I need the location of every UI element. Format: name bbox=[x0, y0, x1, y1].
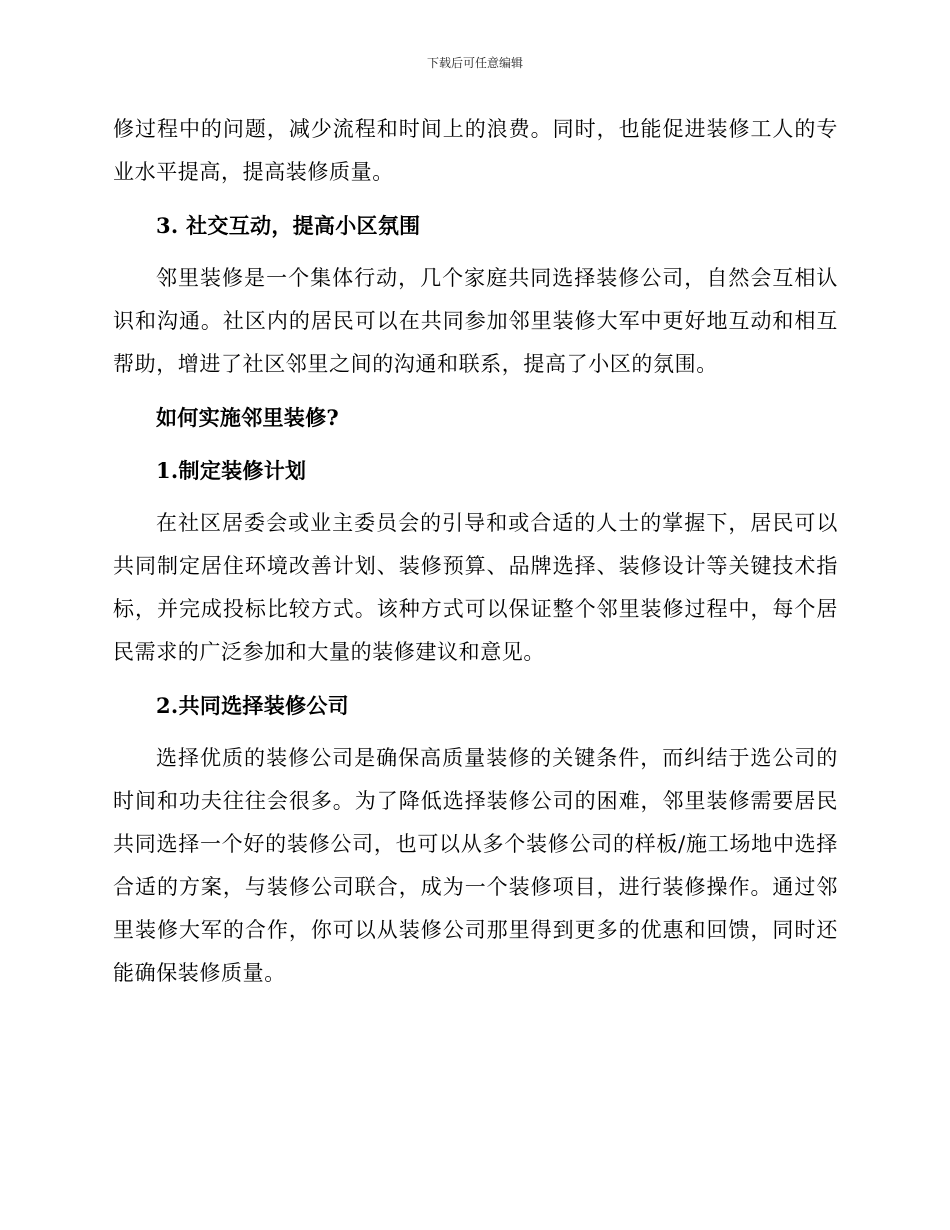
body-paragraph: 邻里装修是一个集体行动，几个家庭共同选择装修公司，自然会互相认识和沟通。社区内的居民可以在共同参加邻里装修大军中更好地互动和相互帮助，增进了社区邻里之间的沟通和联系，提高了小区的氛围。 bbox=[113, 266, 838, 376]
spacer bbox=[113, 674, 838, 684]
spacer bbox=[113, 727, 838, 737]
spacer bbox=[113, 386, 838, 396]
body-paragraph: 修过程中的问题，减少流程和时间上的浪费。同时，也能促进装修工人的专业水平提高，提高装修质量。 bbox=[113, 117, 838, 184]
page-header-note: 下载后可任意编辑 bbox=[426, 56, 523, 70]
spacer bbox=[113, 194, 838, 204]
body-paragraph: 选择优质的装修公司是确保高质量装修的关键条件，而纠结于选公司的时间和功夫往往会很多。为了降低选择装修公司的困难，邻里装修需要居民共同选择一个好的装修公司，也可以从多个装修公司的样板/施工场地中选择合适的方案，与装修公司联合，成为一个装修项目，进行装修操作。通过邻里装修大军的合作，你可以从装修公司那里得到更多的优惠和回馈，同时还能确保装修质量。 bbox=[113, 746, 838, 985]
section-heading: 3. 社交互动，提高小区氛围 bbox=[156, 213, 421, 238]
spacer bbox=[113, 439, 838, 449]
document-body bbox=[113, 108, 838, 995]
section-heading: 2.共同选择装修公司 bbox=[156, 693, 349, 718]
section-heading: 如何实施邻里装修? bbox=[156, 405, 340, 430]
section-heading: 1.制定装修计划 bbox=[156, 458, 307, 483]
spacer bbox=[113, 247, 838, 257]
spacer bbox=[113, 492, 838, 502]
body-paragraph: 在社区居委会或业主委员会的引导和或合适的人士的掌握下，居民可以共同制定居住环境改善计划、装修预算、品牌选择、装修设计等关键技术指标，并完成投标比较方式。该种方式可以保证整个邻里装修过程中，每个居民需求的广泛参加和大量的装修建议和意见。 bbox=[113, 511, 838, 664]
